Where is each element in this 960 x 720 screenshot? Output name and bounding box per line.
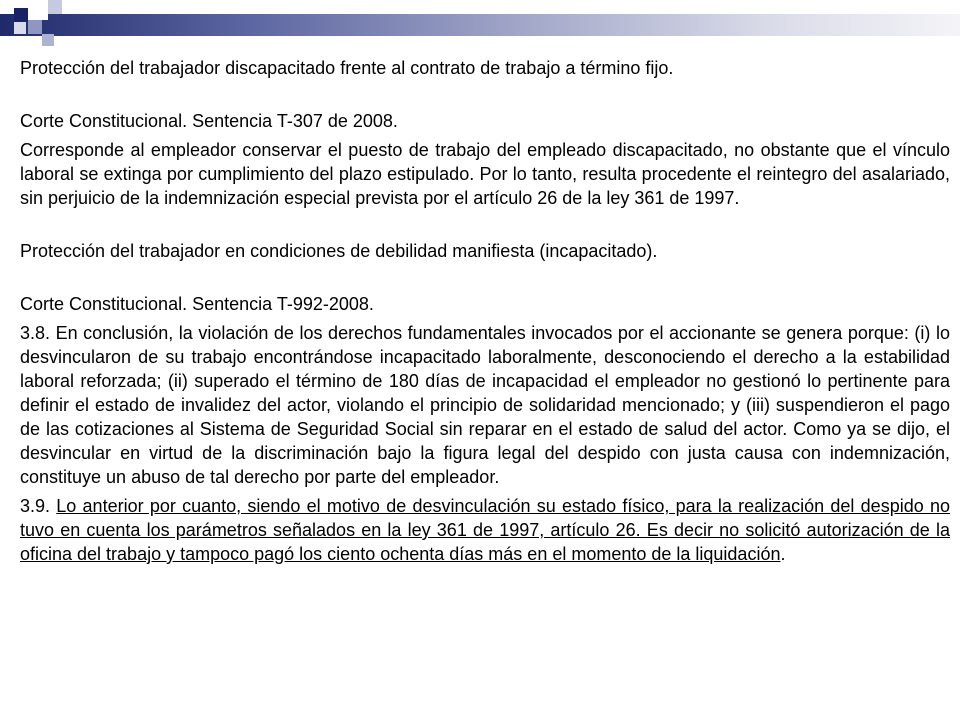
decorative-square — [14, 22, 26, 34]
decorative-square — [28, 0, 48, 20]
decorative-square — [28, 20, 42, 34]
header-gradient-bar — [0, 14, 960, 36]
decorative-square — [48, 0, 62, 14]
decorative-square — [42, 34, 54, 46]
heading-manifest-weakness: Protección del trabajador en condiciones de debilidad manifiesta (incapacitado). — [20, 241, 658, 261]
citation-t992: Corte Constitucional. Sentencia T-992-2008. — [20, 294, 374, 314]
paragraph-3-9 — [20, 494, 950, 566]
paragraph-3-9-period: . — [780, 544, 786, 564]
paragraph-3-9-number: 3.9. — [20, 496, 57, 516]
paragraph-3-8: 3.8. En conclusión, la violación de los derechos fundamentales invocados por el accionante se genera porque: (i) lo desvincularon de su trabajo encontrándose incapacitado laboralmente, desconociendo el derecho a la estabilidad laboral reforzada; (ii) superado el término de 180 días de incapacidad el empleador no gestionó lo pertinente para definir el estado de invalidez del actor, violando el principio de solidaridad mencionado; y (iii) suspendieron el pago de las cotizaciones al Sistema de Seguridad Social sin reparar en el estado de salud del actor. Como ya se dijo, el desvincular en virtud de la discriminación bajo la figura legal del despido con justa causa con indemnización, constituye un abuso de tal derecho por parte del empleador. — [20, 323, 950, 487]
citation-t307: Corte Constitucional. Sentencia T-307 de 2008. — [20, 111, 398, 131]
paragraph-t307-summary: Corresponde al empleador conservar el puesto de trabajo del empleado discapacitado, no obstante que el vínculo laboral se extinga por cumplimiento del plazo estipulado. Por lo tanto, resulta procedente el reintegro del asalariado, sin perjuicio de la indemnización especial prevista por el artículo 26 de la ley 361 de 1997. — [20, 140, 950, 208]
paragraph-3-9-underlined: Lo anterior por cuanto, siendo el motivo de desvinculación su estado físico, para la realización del despido no tuvo en cuenta los parámetros señalados en la ley 361 de 1997, artículo 26. Es decir no solicitó autorización de la oficina del trabajo y tampoco pagó los ciento ochenta días más en el momento de la liquidación — [20, 496, 950, 564]
decorative-square — [14, 8, 28, 22]
heading-disabled-worker: Protección del trabajador discapacitado frente al contrato de trabajo a término fijo. — [20, 58, 674, 78]
slide-body — [20, 56, 950, 566]
